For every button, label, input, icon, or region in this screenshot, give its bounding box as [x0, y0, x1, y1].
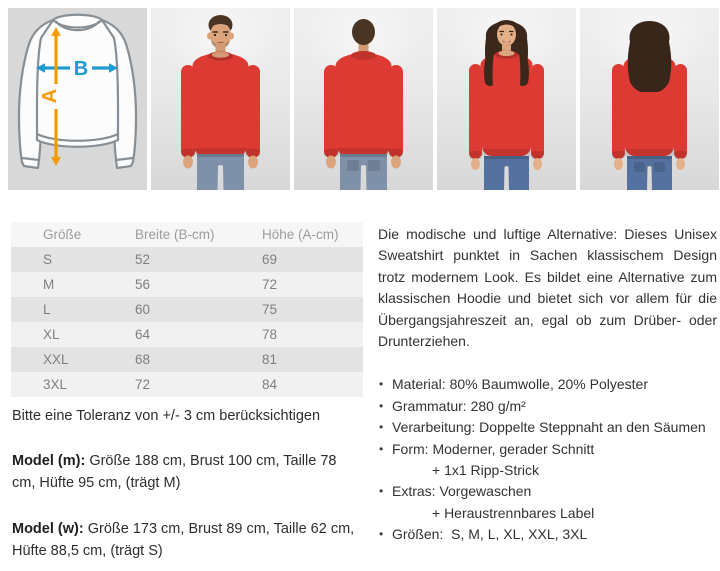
model-photo-male-front[interactable]: [151, 8, 290, 190]
jeans: [340, 154, 387, 190]
jeans: [197, 154, 244, 190]
jeans-pocket: [654, 162, 665, 172]
description-column: [378, 222, 717, 562]
table-header-row: [11, 222, 363, 247]
model-photo-male-back[interactable]: [294, 8, 433, 190]
table-row: XXL 68 81: [11, 347, 363, 372]
model-w-info: [12, 518, 360, 562]
female-back-illustration: [580, 8, 719, 190]
bullet-icon: •: [379, 527, 384, 542]
sweatshirt: [181, 52, 260, 159]
bullet-icon: •: [379, 377, 384, 392]
bullet-icon: •: [379, 420, 384, 435]
model-m-text: Größe 188 cm, Brust 100 cm, Taille 78 cm, Hüfte 95 cm, (trägt M): [12, 453, 337, 491]
feature-text: Grammatur: 280 g/m²: [392, 397, 526, 414]
feature-sub-line: + Heraustrennbares Label: [432, 504, 595, 521]
jeans-pocket: [347, 160, 359, 171]
feature-text: [392, 439, 717, 482]
collar: [351, 51, 376, 60]
model-photo-female-back[interactable]: [580, 8, 719, 190]
table-row: M 56 72: [11, 272, 363, 297]
feature-item: [378, 439, 717, 482]
hand: [471, 158, 480, 170]
jeans-pocket: [634, 162, 645, 172]
product-image-gallery: [0, 0, 720, 190]
hand: [676, 158, 685, 170]
size-info-column: [11, 222, 363, 562]
hem-band: [337, 148, 390, 155]
hand: [533, 158, 542, 170]
product-description: Die modische und luftige Alternative: Dieses Unisex Sweatshirt punktet in Sachen klassischem Design trotz modernem Look. Es bildet eine Alternative zum klassischen Hoodie und bietet sich vor allem für die Übergangsjahreszeit an, egal ob zum Drüber- oder Drunterziehen.: [378, 226, 717, 350]
hand: [248, 156, 258, 169]
table-row: S 52 69: [11, 247, 363, 272]
hand: [326, 156, 336, 169]
male-back-illustration: [294, 8, 433, 190]
column-header-hoehe: Höhe (A-cm): [262, 222, 363, 247]
model-w-text: Größe 173 cm, Brust 89 cm, Taille 62 cm, Hüfte 88,5 cm, (trägt S): [12, 521, 355, 559]
hair: [352, 19, 375, 45]
feature-item: [378, 524, 717, 545]
hand: [614, 158, 623, 170]
tolerance-note: Bitte eine Toleranz von +/- 3 cm berücksichtigen: [12, 408, 321, 424]
hand: [183, 156, 193, 169]
bullet-icon: •: [379, 398, 384, 413]
feature-text-main: Extras: Vorgewaschen: [392, 483, 532, 500]
diagram-label-a: A: [39, 88, 61, 104]
hem-band: [194, 148, 247, 155]
female-front-illustration: [437, 8, 576, 190]
feature-item: [378, 374, 717, 395]
sweatshirt: [469, 51, 544, 160]
feature-item: [378, 481, 717, 524]
feature-text: Größen: S, M, L, XL, XXL, 3XL: [392, 526, 588, 543]
model-m-info: [12, 450, 360, 494]
feature-text: Material: 80% Baumwolle, 20% Polyester: [392, 376, 649, 393]
hem-band: [482, 149, 531, 156]
sweatshirt: [324, 51, 403, 158]
hand: [391, 156, 401, 169]
feature-text: Verarbeitung: Doppelte Steppnaht an den Säumen: [392, 419, 706, 436]
column-header-breite: Breite (B-cm): [135, 222, 262, 247]
table-row: XL 64 78: [11, 322, 363, 347]
column-header-groesse: Größe: [11, 222, 135, 247]
feature-sub-line: + 1x1 Ripp-Strick: [432, 462, 539, 479]
table-row: 3XL 72 84: [11, 372, 363, 397]
feature-text-main: Form: Moderner, gerader Schnitt: [392, 440, 595, 457]
bullet-icon: •: [379, 441, 384, 456]
diagram-label-b: B: [73, 58, 89, 80]
feature-text: [392, 481, 717, 524]
feature-item: [378, 417, 717, 438]
table-row: L 60 75: [11, 297, 363, 322]
jeans: [627, 156, 672, 190]
product-info-columns: [11, 222, 720, 562]
model-photo-female-front[interactable]: [437, 8, 576, 190]
model-w-label: Model (w):: [12, 521, 84, 537]
size-diagram-thumbnail[interactable]: [8, 8, 147, 190]
bullet-icon: •: [379, 484, 384, 499]
hair: [628, 21, 672, 92]
model-m-label: Model (m):: [12, 453, 86, 469]
size-diagram-sweatshirt: [8, 8, 147, 190]
jeans-pocket: [368, 160, 380, 171]
jeans: [484, 156, 529, 190]
sweatshirt-outline: [19, 15, 136, 168]
size-table: [11, 222, 363, 397]
feature-list: [378, 374, 717, 545]
hem-band: [625, 149, 674, 156]
feature-item: [378, 396, 717, 417]
male-front-illustration: [151, 8, 290, 190]
